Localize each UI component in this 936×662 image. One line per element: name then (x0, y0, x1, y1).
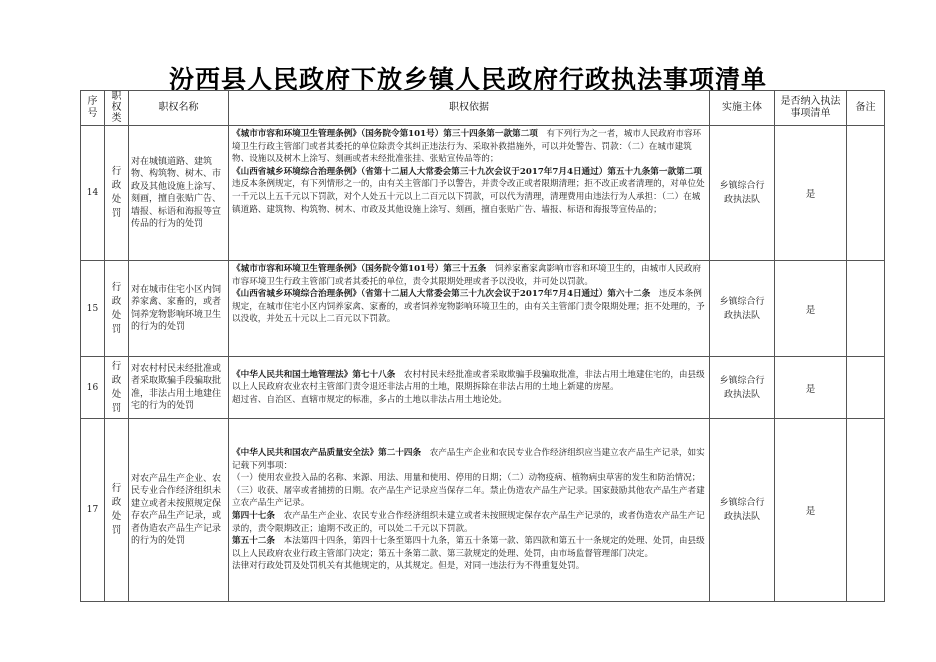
header-row (81, 91, 885, 126)
row-basis: 《城市市容和环境卫生管理条例》（国务院令第101号）第三十五条 饲养家畜家禽影响市容和环境卫生的，由城市人民政府市容环境卫生行政主管部门或者其委托的单位，责令其限期处理或者予以没收，并可处以罚款。 《山西省城乡环境综合治理条例》（省第十二届人大常委会第三十九次会议于2017年7月4日通过）第六十二条 违反本条例规定，在城市住宅小区内饲养家禽、家畜的，或者饲养宠物影响环境卫生的，由有关主管部门责令限期处理；拒不处理的，予以没收，并处五十元以上二百元以下罚款。 (229, 261, 710, 357)
header-body: 实施主体 (710, 91, 775, 126)
row-name: 对农产品生产企业、农民专业合作经济组织未建立或者未按照规定保存农产品生产记录，或者伪造农产品生产记录的行为的处罚 (129, 419, 229, 602)
row-category: 行政处罚 (105, 357, 129, 419)
header-basis: 职权依据 (229, 91, 710, 126)
row-body: 乡镇综合行政执法队 (710, 261, 775, 357)
row-category: 行政处罚 (105, 261, 129, 357)
row-number: 17 (81, 419, 105, 602)
row-remark (847, 261, 885, 357)
row-number: 16 (81, 357, 105, 419)
row-name: 对农村村民未经批准或者采取欺骗手段骗取批准，非法占用土地建住宅的行为的处罚 (129, 357, 229, 419)
row-category: 行政处罚 (105, 419, 129, 602)
row-basis: 《中华人民共和国农产品质量安全法》第二十四条 农产品生产企业和农民专业合作经济组织应当建立农产品生产记录，如实记载下列事项： （一）使用农业投入品的名称、来源、用法、用量和使用、停用的日期；（二）动物疫病、植物病虫草害的发生和防治情况；（三）收获、屠宰或者捕捞的日期。农产品生产记录应当保存二年。禁止伪造农产品生产记录。国家鼓励其他农产品生产者建立农产品生产记录。 第四十七条 农产品生产企业、农民专业合作经济组织未建立或者未按照规定保存农产品生产记录的，或者伪造农产品生产记录的，责令限期改正；逾期不改正的，可以处二千元以下罚款。 第五十二条 本法第四十四条，第四十七条至第四十九条，第五十条第一款、第四款和第五十一条规定的处理、处罚，由县级以上人民政府农业行政主管部门决定；第五十条第二款、第三款规定的处理、处罚，由市场监督管理部门决定。 法律对行政处罚及处罚机关有其他规定的，从其规定。但是，对同一违法行为不得重复处罚。 (229, 419, 710, 602)
table-row (81, 419, 885, 602)
header-category: 职权类 (105, 91, 129, 126)
enforcement-items-table (80, 90, 885, 602)
page-title: 汾西县人民政府下放乡镇人民政府行政执法事项清单 (168, 65, 767, 94)
header-name: 职权名称 (129, 91, 229, 126)
row-remark (847, 126, 885, 261)
row-basis: 《城市市容和环境卫生管理条例》（国务院令第101号）第三十四条第一款第二项 有下列行为之一者，城市人民政府市容环境卫生行政主管部门或者其委托的单位除责令其纠正违法行为、采取补救措施外，可以并处警告、罚款：（二）在城市建筑物、设施以及树木上涂写、刻画或者未经批准张挂、张贴宣传品等的； 《山西省城乡环境综合治理条例》（省第十二届人大常委会第三十九次会议于2017年7月4日通过）第五十九条第一款第二项 违反本条例规定，有下列情形之一的，由有关主管部门予以警告，并责令改正或者限期清理；拒不改正或者清理的，对单位处一千元以上五千元以下罚款，对个人处五十元以上二百元以下罚款，可以代为清理，清理费用由违法行为人承担：（二）在城镇道路、建筑物、构筑物、树木、市政及其他设施上涂写、刻画，擅自张贴广告、墙报、标语和海报等宣传品的； (229, 126, 710, 261)
row-body: 乡镇综合行政执法队 (710, 357, 775, 419)
row-name: 对在城市住宅小区内饲养家禽、家畜的，或者饲养宠物影响环境卫生的行为的处罚 (129, 261, 229, 357)
row-remark (847, 419, 885, 602)
row-body: 乡镇综合行政执法队 (710, 126, 775, 261)
header-included: 是否纳入执法事项清单 (775, 91, 847, 126)
header-remark: 备注 (847, 91, 885, 126)
table-row (81, 126, 885, 261)
row-included: 是 (775, 357, 847, 419)
row-included: 是 (775, 261, 847, 357)
header-no: 序号 (81, 91, 105, 126)
table-row (81, 357, 885, 419)
row-number: 14 (81, 126, 105, 261)
row-basis: 《中华人民共和国土地管理法》第七十八条 农村村民未经批准或者采取欺骗手段骗取批准，非法占用土地建住宅的，由县级以上人民政府农业农村主管部门责令退还非法占用的土地，限期拆除在非法占用的土地上新建的房屋。 超过省、自治区、直辖市规定的标准，多占的土地以非法占用土地论处。 (229, 357, 710, 419)
row-name: 对在城镇道路、建筑物、构筑物、树木、市政及其他设施上涂写、刻画，擅自张贴广告、墙报、标语和海报等宣传品的行为的处罚 (129, 126, 229, 261)
row-category: 行政处罚 (105, 126, 129, 261)
row-number: 15 (81, 261, 105, 357)
table-row (81, 261, 885, 357)
row-included: 是 (775, 419, 847, 602)
row-remark (847, 357, 885, 419)
row-body: 乡镇综合行政执法队 (710, 419, 775, 602)
row-included: 是 (775, 126, 847, 261)
